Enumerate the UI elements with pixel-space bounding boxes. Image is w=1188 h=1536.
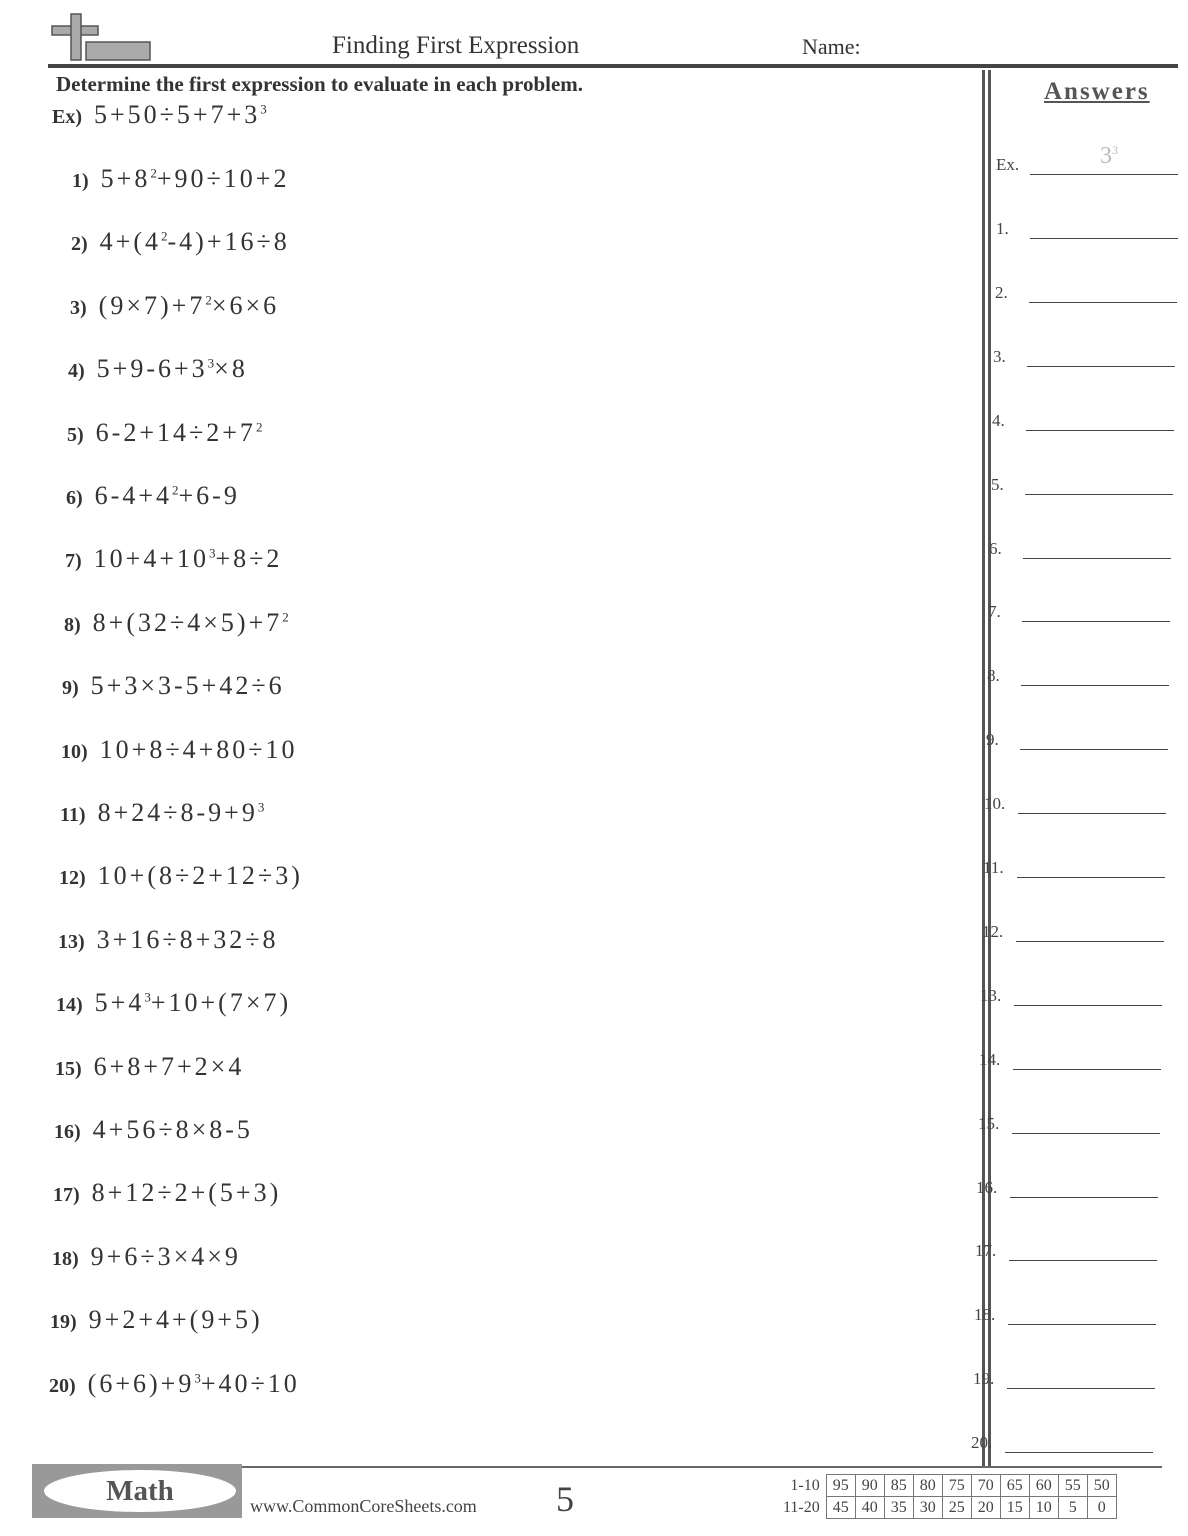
problem-number: 12): [59, 867, 86, 890]
exponent: 2: [172, 482, 179, 498]
score-row: [780, 1475, 1116, 1497]
answer-row: [986, 721, 1168, 750]
answer-row: [971, 1424, 1153, 1453]
answer-blank[interactable]: [1029, 274, 1177, 303]
problem-number: 18): [52, 1247, 79, 1270]
answer-label: 20.: [971, 1433, 993, 1453]
score-cell: 20: [971, 1497, 1000, 1519]
problem-number: 16): [54, 1121, 81, 1143]
subject-label: Math: [106, 1474, 174, 1507]
answer-label: Ex.: [996, 155, 1020, 174]
problem-expression: 4+56÷8×8-5: [92, 1115, 253, 1144]
problem-number: 5): [67, 423, 84, 446]
answer-row: [992, 402, 1174, 431]
answer-blank[interactable]: [1014, 977, 1162, 1006]
score-cell: 90: [855, 1475, 884, 1497]
score-cell: 35: [884, 1497, 913, 1519]
answer-label: 15.: [978, 1113, 1000, 1133]
answer-label: 8.: [987, 666, 1000, 686]
score-cell: 10: [1029, 1497, 1058, 1519]
problem-number: 2): [71, 233, 88, 256]
subject-badge: [44, 1470, 236, 1512]
exponent: 3: [144, 989, 151, 1005]
problem-row: [50, 1305, 263, 1345]
problem-expression: $8+24\div 8-9+9^3$: [97, 798, 265, 827]
score-cell: 30: [913, 1497, 942, 1519]
problem-row: [58, 925, 279, 965]
example-problem: [52, 100, 267, 140]
score-cell: 75: [942, 1475, 971, 1497]
answer-label: 2.: [995, 282, 1008, 302]
problem-number: 15): [55, 1057, 82, 1080]
problem-number: 4): [68, 360, 85, 383]
answer-label: 12.: [982, 921, 1004, 941]
answer-blank[interactable]: [1018, 785, 1166, 814]
answer-label: 3.: [993, 346, 1006, 366]
exponent: 2: [282, 609, 289, 625]
answer-label: 10.: [984, 794, 1006, 814]
problem-row: [59, 861, 303, 901]
answer-label: 19.: [973, 1369, 995, 1389]
problem-expression: 9+6÷3×4×9: [90, 1241, 241, 1271]
problem-row: [71, 227, 290, 267]
answer-row: [979, 1041, 1161, 1070]
score-table: [780, 1474, 1117, 1519]
score-cell: 25: [942, 1497, 971, 1519]
problem-number: 3): [70, 296, 87, 319]
answer-label: 5.: [991, 474, 1004, 494]
answer-blank[interactable]: [1027, 338, 1175, 367]
instructions: Determine the first expression to evaluate in each problem.: [56, 72, 584, 96]
answer-row: [978, 1105, 1160, 1134]
answer-row: [993, 338, 1175, 367]
score-cell: 70: [971, 1475, 1000, 1497]
score-cell: 80: [913, 1475, 942, 1497]
problem-number: 1): [72, 170, 89, 192]
answer-example-line: [1030, 143, 1178, 175]
answer-blank[interactable]: [1013, 1041, 1161, 1070]
exponent: 2: [205, 292, 212, 308]
answer-blank[interactable]: [1017, 849, 1165, 878]
worksheet-title: Finding First Expression: [332, 32, 580, 59]
answer-label: 7.: [988, 602, 1001, 622]
answer-row: [988, 593, 1170, 622]
score-cell: 65: [1000, 1475, 1029, 1497]
score-cell: 5: [1058, 1497, 1087, 1519]
problem-row: [72, 164, 289, 204]
problem-number: 19): [50, 1311, 77, 1334]
answer-blank[interactable]: [1005, 1424, 1153, 1453]
answer-row: [991, 466, 1173, 495]
answer-label: 1.: [996, 219, 1009, 238]
problem-row: [55, 1052, 244, 1092]
score-row: [780, 1497, 1116, 1519]
score-cell: 0: [1087, 1497, 1116, 1519]
score-cell: 50: [1087, 1475, 1116, 1497]
answer-label: 11.: [983, 858, 1004, 877]
answer-row: [983, 849, 1165, 878]
problem-row: [61, 735, 298, 775]
problem-expression: $8+(32\div 4\times 5)+7^2$: [92, 607, 289, 637]
problem-row: [62, 671, 285, 711]
exponent: 2: [150, 165, 157, 181]
score-cell: 15: [1000, 1497, 1029, 1519]
problem-expression: $4+(4^2-4)+16\div 8$: [99, 227, 290, 257]
answer-blank[interactable]: [1012, 1105, 1160, 1134]
problem-row: [68, 354, 248, 394]
problem-row: [60, 798, 264, 838]
answer-blank[interactable]: [1010, 1169, 1158, 1198]
score-cell: 95: [826, 1475, 855, 1497]
answer-label: 18.: [974, 1305, 996, 1325]
problem-expression: 6+8+7+2×4: [93, 1051, 245, 1081]
answer-row: [984, 785, 1166, 814]
answer-label: 6.: [989, 538, 1002, 558]
problem-row: [53, 1178, 281, 1218]
answer-row: [974, 1296, 1156, 1325]
answer-blank[interactable]: [1021, 657, 1169, 686]
problem-number: 10): [61, 740, 88, 763]
answer-row: [975, 1232, 1157, 1261]
problem-row: [49, 1369, 300, 1409]
score-range: 11-20: [783, 1498, 820, 1516]
answer-blank[interactable]: [1030, 210, 1178, 239]
problem-expression: 10+8÷4+80÷10: [99, 734, 298, 764]
problem-expression: $6-4+4^2+6-9$: [94, 481, 240, 510]
score-cell: 55: [1058, 1475, 1087, 1497]
problem-expression: $5+4^3+10+(7\times 7)$: [94, 988, 292, 1018]
answers-title: Answers: [1044, 78, 1150, 105]
answer-blank[interactable]: [1026, 402, 1174, 431]
problem-expression: 3+16÷8+32÷8: [96, 924, 279, 954]
exponent: 3: [209, 545, 216, 561]
problem-number: 7): [65, 550, 82, 573]
problem-expression: 8+12÷2+(5+3): [91, 1178, 282, 1208]
problem-number: 17): [53, 1184, 80, 1207]
answer-row: [973, 1360, 1155, 1389]
score-cell: 60: [1029, 1475, 1058, 1497]
problem-expression: $5+9-6+3^3\times 8$: [96, 354, 248, 384]
answer-blank[interactable]: [1009, 1232, 1157, 1261]
answer-blank[interactable]: [1025, 466, 1173, 495]
problem-row: [56, 988, 291, 1028]
footer-url: www.CommonCoreSheets.com: [250, 1496, 477, 1516]
problem-number: 13): [58, 930, 85, 953]
problem-expression: 10+(8÷2+12÷3): [97, 861, 303, 891]
answer-label: 13.: [980, 985, 1002, 1005]
answer-row: [982, 913, 1164, 942]
score-cell: 45: [826, 1497, 855, 1519]
answer-row: [987, 657, 1169, 686]
answer-blank[interactable]: [1023, 530, 1171, 559]
problem-expression: $5+50\div 5+7+3^3$: [94, 100, 267, 129]
answer-row: [976, 1169, 1158, 1198]
problem-expression: $(6+6)+9^3+40\div 10$: [87, 1368, 300, 1398]
exponent: 2: [161, 228, 168, 244]
footer-rule: [242, 1466, 1162, 1468]
score-cell: 85: [884, 1475, 913, 1497]
problem-row: [70, 291, 279, 331]
answer-label: 16.: [976, 1177, 998, 1197]
answer-blank[interactable]: [1007, 1360, 1155, 1389]
exponent: 3: [257, 799, 265, 815]
problem-expression: $6-2+14\div 2+7^2$: [95, 417, 263, 447]
problem-row: [65, 544, 282, 584]
answer-label: 14.: [979, 1049, 1001, 1069]
problem-expression: $5+8^2+90\div 10+2$: [100, 164, 290, 193]
problem-row: [66, 481, 240, 521]
answer-example-value: $3^3$: [1100, 143, 1118, 169]
problem-list: [40, 0, 960, 1460]
problem-number: 6): [66, 487, 83, 509]
problem-expression: $10+4+10^3+8\div 2$: [93, 544, 283, 574]
score-range: 1-10: [790, 1476, 820, 1494]
answer-blank[interactable]: [1008, 1296, 1156, 1325]
problem-row: [52, 1242, 241, 1282]
answer-row: [995, 274, 1177, 303]
answer-row: [980, 977, 1162, 1006]
problem-number: 8): [64, 613, 81, 636]
problem-expression: 5+3×3-5+42÷6: [90, 671, 285, 701]
name-label: Name:: [802, 34, 861, 59]
answer-blank[interactable]: [1020, 721, 1168, 750]
answer-label: 4.: [992, 410, 1005, 430]
problem-number: Ex): [52, 106, 82, 128]
answer-row: [989, 530, 1171, 559]
page-number: 5: [556, 1479, 574, 1519]
problem-expression: 9+2+4+(9+5): [88, 1305, 263, 1335]
exponent: 3: [207, 355, 215, 371]
problem-number: 20): [49, 1374, 76, 1397]
problem-expression: $(9\times 7)+7^2\times 6\times 6$: [98, 290, 280, 320]
answer-example: [996, 143, 1178, 175]
answer-blank[interactable]: [1016, 913, 1164, 942]
answer-label: 9.: [986, 730, 999, 750]
problem-row: [67, 418, 262, 458]
answer-blank[interactable]: [1022, 593, 1170, 622]
exponent: 2: [255, 418, 263, 434]
problem-row: [54, 1115, 253, 1155]
problem-number: 14): [56, 994, 83, 1017]
score-cell: 40: [855, 1497, 884, 1519]
problem-row: [64, 608, 289, 648]
exponent: 3: [260, 101, 267, 117]
problem-number: 11): [60, 804, 86, 826]
exponent: 3: [194, 1369, 201, 1385]
answer-row: [996, 210, 1178, 239]
problem-number: 9): [62, 677, 79, 700]
answer-label: 17.: [975, 1241, 997, 1261]
